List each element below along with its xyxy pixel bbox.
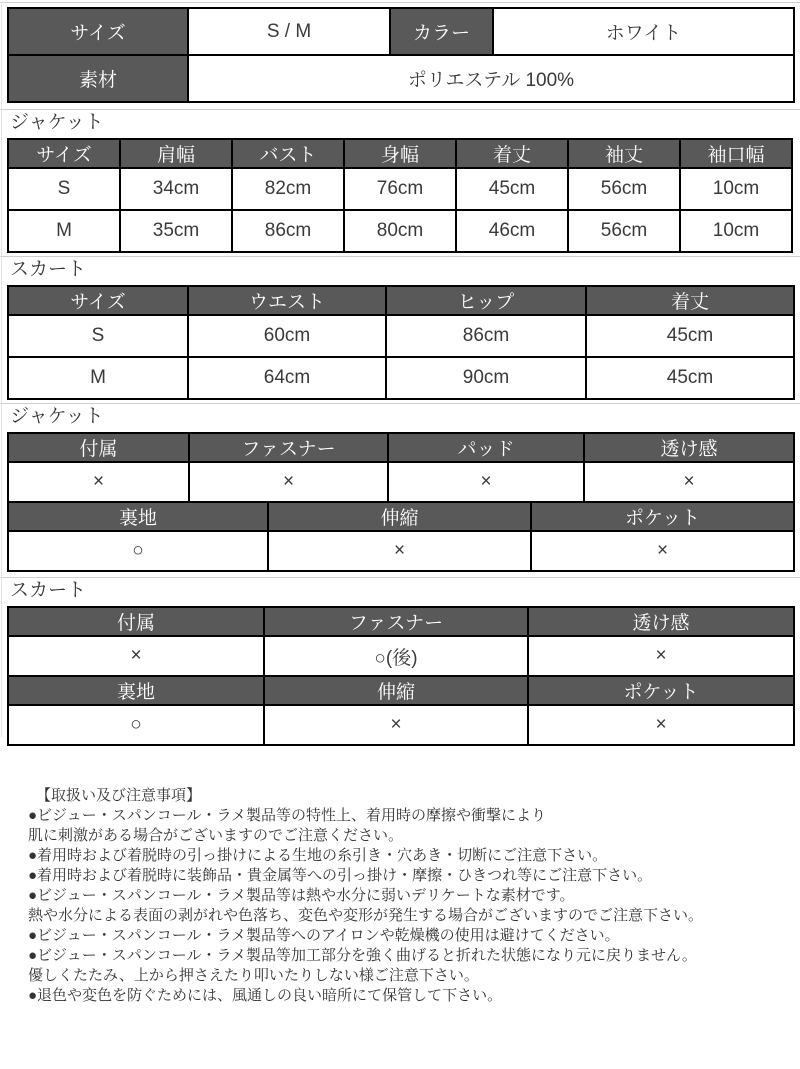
value-cell: ×: [388, 462, 584, 502]
table-row: [8, 210, 792, 252]
header-cell: ポケット: [528, 676, 794, 705]
section-label-skirt-specs: スカート: [10, 580, 87, 601]
header-cell: 袖丈: [568, 139, 680, 168]
value-cell: M: [8, 210, 120, 252]
value-cell: 86cm: [232, 210, 344, 252]
header-cell: ヒップ: [386, 286, 586, 315]
table-row: [8, 462, 794, 502]
table-header-row: [8, 286, 794, 315]
value-cell: ×: [189, 462, 388, 502]
table-header-row: [8, 607, 794, 636]
value-cell: 76cm: [344, 168, 456, 210]
jacket-detail-table-bottom: [7, 501, 795, 572]
note-line: 肌に刺激がある場合がございますのでご注意ください。: [28, 827, 404, 844]
header-cell: 付属: [8, 607, 264, 636]
value-cell: 35cm: [120, 210, 232, 252]
value-cell: ×: [8, 462, 189, 502]
skirt-detail-table-bottom: [7, 675, 795, 746]
skirt-detail-table-top: [7, 606, 795, 677]
value-cell: ×: [528, 705, 794, 745]
note-line: ●着用時および着脱時の引っ掛けによる生地の糸引き・穴あき・切断にご注意下さい。: [28, 847, 608, 864]
header-cell: 袖口幅: [680, 139, 792, 168]
notes-title: 【取扱い及び注意事項】: [36, 787, 202, 804]
value-cell: S: [8, 168, 120, 210]
header-cell: 透け感: [528, 607, 794, 636]
handling-notes: [28, 786, 800, 1006]
table-header-row: [8, 433, 794, 462]
value-cell: ○: [8, 705, 264, 745]
header-cell: サイズ: [8, 286, 188, 315]
header-cell: 裏地: [8, 502, 268, 531]
size-value-cell: S / M: [188, 8, 390, 55]
note-line: ●ビジュー・スパンコール・ラメ製品等は熱や水分に弱いデリケートな素材です。: [28, 887, 575, 904]
value-cell: 45cm: [456, 168, 568, 210]
value-cell: ×: [8, 636, 264, 676]
jacket-size-table: [7, 138, 793, 253]
value-cell: 10cm: [680, 168, 792, 210]
table-header-row: [8, 676, 794, 705]
header-cell: 着丈: [456, 139, 568, 168]
header-cell: 透け感: [584, 433, 794, 462]
value-cell: ×: [268, 531, 531, 571]
left-edge-line: [1, 4, 2, 737]
value-cell: 34cm: [120, 168, 232, 210]
header-cell: 伸縮: [264, 676, 528, 705]
table-row: [8, 636, 794, 676]
top-divider: [0, 2, 800, 3]
value-cell: ×: [584, 462, 794, 502]
header-cell: 肩幅: [120, 139, 232, 168]
note-line: ●ビジュー・スパンコール・ラメ製品等の特性上、着用時の摩擦や衝撃により: [28, 807, 547, 824]
header-cell: ファスナー: [264, 607, 528, 636]
value-cell: 45cm: [586, 315, 794, 357]
table-row: [8, 168, 792, 210]
size-header-cell: サイズ: [8, 8, 188, 55]
header-cell: ウエスト: [188, 286, 386, 315]
section-label-jacket-specs: ジャケット: [10, 406, 104, 427]
color-header-cell: カラー: [390, 8, 493, 55]
value-cell: 86cm: [386, 315, 586, 357]
header-cell: バスト: [232, 139, 344, 168]
value-cell: 90cm: [386, 357, 586, 399]
value-cell: 80cm: [344, 210, 456, 252]
product-info-table: [7, 7, 795, 103]
header-cell: パッド: [388, 433, 584, 462]
value-cell: M: [8, 357, 188, 399]
value-cell: 56cm: [568, 210, 680, 252]
skirt-size-table: [7, 285, 795, 400]
value-cell: 82cm: [232, 168, 344, 210]
note-line: ●着用時および着脱時に装飾品・貴金属等への引っ掛け・摩擦・ひきつれ等にご注意下さい。: [28, 867, 653, 884]
material-value-cell: ポリエステル 100%: [188, 55, 794, 102]
value-cell: 46cm: [456, 210, 568, 252]
value-cell: ×: [531, 531, 794, 571]
table-row: [8, 531, 794, 571]
table-header-row: [8, 139, 792, 168]
table-row: [8, 315, 794, 357]
value-cell: 10cm: [680, 210, 792, 252]
section-label-skirt-measurements: スカート: [10, 259, 87, 280]
value-cell: 45cm: [586, 357, 794, 399]
note-line: 熱や水分による表面の剥がれや色落ち、変色や変形が発生する場合がございますのでご注意下さい。: [28, 907, 704, 924]
header-cell: ファスナー: [189, 433, 388, 462]
header-cell: 伸縮: [268, 502, 531, 531]
header-cell: 身幅: [344, 139, 456, 168]
header-cell: サイズ: [8, 139, 120, 168]
value-cell: ○(後): [264, 636, 528, 676]
table-row: [8, 357, 794, 399]
jacket-detail-table-top: [7, 432, 795, 503]
note-line: ●退色や変色を防ぐためには、風通しの良い暗所にて保管して下さい。: [28, 987, 503, 1004]
value-cell: ×: [264, 705, 528, 745]
table-row: [8, 705, 794, 745]
header-cell: 着丈: [586, 286, 794, 315]
note-line: ●ビジュー・スパンコール・ラメ製品等加工部分を強く曲げると折れた状態になり元に戻りません。: [28, 947, 697, 964]
header-cell: ポケット: [531, 502, 794, 531]
table-row: [8, 55, 794, 102]
header-cell: 付属: [8, 433, 189, 462]
value-cell: ×: [528, 636, 794, 676]
material-header-cell: 素材: [8, 55, 188, 102]
value-cell: S: [8, 315, 188, 357]
value-cell: 56cm: [568, 168, 680, 210]
table-header-row: [8, 502, 794, 531]
header-cell: 裏地: [8, 676, 264, 705]
value-cell: ○: [8, 531, 268, 571]
section-label-jacket-measurements: ジャケット: [10, 112, 104, 133]
color-value-cell: ホワイト: [493, 8, 794, 55]
value-cell: 64cm: [188, 357, 386, 399]
table-row: [8, 8, 794, 55]
note-line: 優しくたたみ、上から押さえたり叩いたりしない様ご注意下さい。: [28, 967, 479, 984]
note-line: ●ビジュー・スパンコール・ラメ製品等へのアイロンや乾燥機の使用は避けてください。: [28, 927, 620, 944]
value-cell: 60cm: [188, 315, 386, 357]
